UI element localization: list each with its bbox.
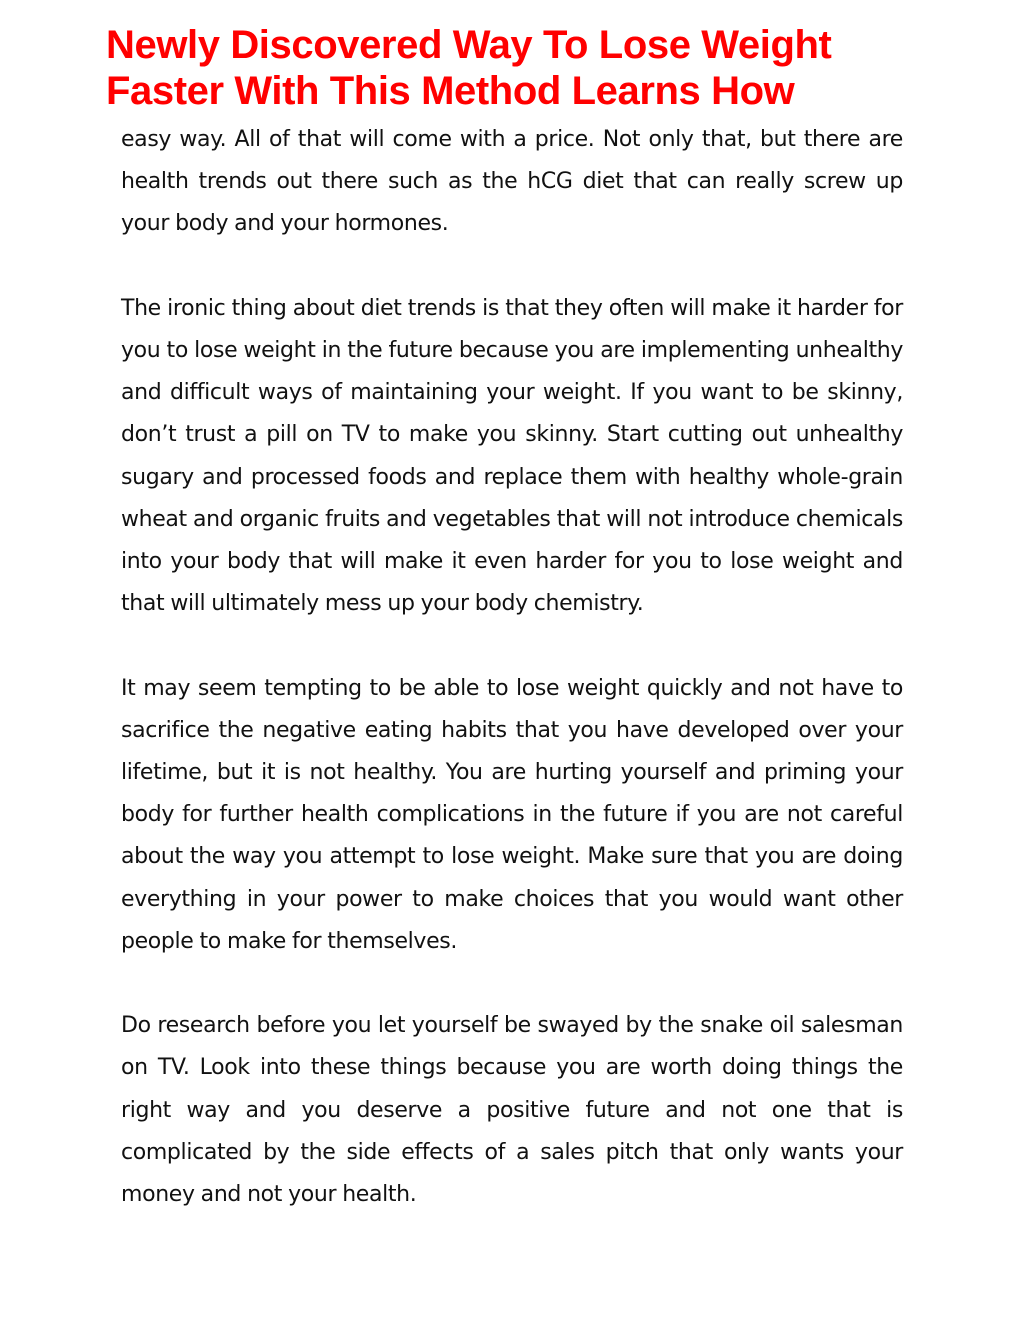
paragraph-2: The ironic thing about diet trends is that they often will make it harder for you to lose weight in the future because you are implementing unhealthy and difficult ways of maintaining your weight. If you want to be skinny, don’t trust a pill on TV to make you skinny. Start cutting out unhealthy sugary and processed foods and replace them with healthy whole-grain wheat and organic fruits and vegetables that will not introduce chemicals into your body that will make it even harder for you to lose weight and that will ultimately mess up your body chemistry.	[121, 295, 903, 617]
paragraph-4: Do research before you let yourself be swayed by the snake oil salesman on TV. Look into these things because you are worth doing things the right way and you deserve a positive future and not one that is complicated by the side effects of a sales pitch that only wants your money and not your health.	[121, 1013, 903, 1208]
paragraph-1: easy way. All of that will come with a price. Not only that, but there are health trends out there such as the hCG diet that can really screw up your body and your hormones.	[121, 127, 903, 237]
article-body	[121, 119, 903, 1216]
page-title	[106, 22, 986, 114]
paragraph-3: It may seem tempting to be able to lose weight quickly and not have to sacrifice the negative eating habits that you have developed over your lifetime, but it is not healthy. You are hurting yourself and priming your body for further health complications in the future if you are not careful about the way you attempt to lose weight. Make sure that you are doing everything in your power to make choices that you would want other people to make for themselves.	[121, 675, 903, 954]
title-line-1: Newly Discovered Way To Lose Weight	[106, 23, 832, 67]
title-line-2: Faster With This Method Learns How	[106, 69, 795, 113]
